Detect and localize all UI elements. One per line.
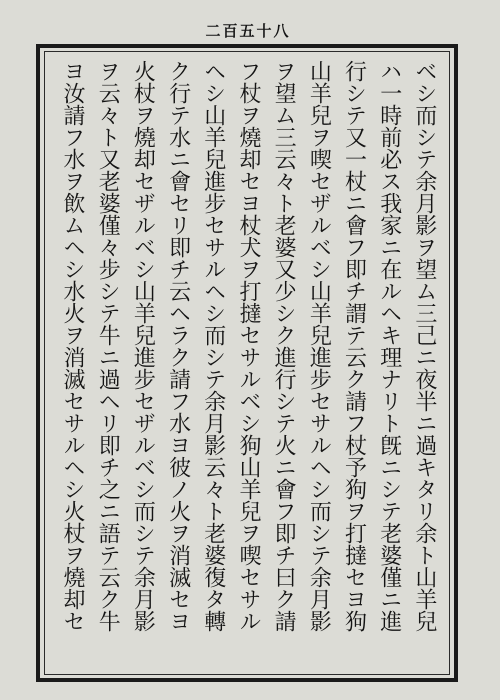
text-column-10: ヲ云々ト又老婆僅々步シテ牛ニ過ヘリ即チ之ニ語テ云ク牛 bbox=[95, 60, 121, 632]
text-column-9: 火杖ヲ燒却セザルベシ山羊兒進步セザルベシ而シテ余月影 bbox=[130, 60, 156, 632]
text-column-3: 行シテ又一杖ニ會フ即チ謂テ云ク請フ杖予狗ヲ打撻セヨ狗 bbox=[341, 60, 367, 632]
text-column-1: ベシ而シテ余月影ヲ望ム三己ニ夜半ニ過キタリ余ト山羊兒 bbox=[411, 60, 437, 632]
text-column-5: ヲ望ム三云々ト老婆又少シク進行シテ火ニ會フ即チ曰ク請 bbox=[271, 60, 297, 632]
page-number: 二百五十八 bbox=[205, 22, 291, 40]
vertical-text-body bbox=[52, 60, 444, 668]
text-column-11: ヨ汝請フ水ヲ飲ムヘシ水火ヲ消滅セサルヘシ火杖ヲ燒却セ bbox=[60, 60, 85, 632]
text-column-8: ク行テ水ニ會セリ即チ云ヘラク請フ水ヨ彼ノ火ヲ消滅セヨ bbox=[165, 60, 191, 632]
text-column-4: 山羊兒ヲ喫セザルベシ山羊兒進步セサルヘシ而シテ余月影 bbox=[306, 60, 332, 632]
text-column-7: ヘシ山羊兒進步セサルヘシ而シテ余月影云々ト老婆復タ轉 bbox=[200, 60, 226, 632]
text-column-2: ハ一時前必ス我家ニ在ルヘキ理ナリト旣ニシテ老婆僅ニ進 bbox=[376, 60, 402, 632]
text-column-6: フ杖ヲ燒却セヨ杖犬ヲ打撻セサルベシ狗山羊兒ヲ喫セサル bbox=[235, 60, 261, 632]
